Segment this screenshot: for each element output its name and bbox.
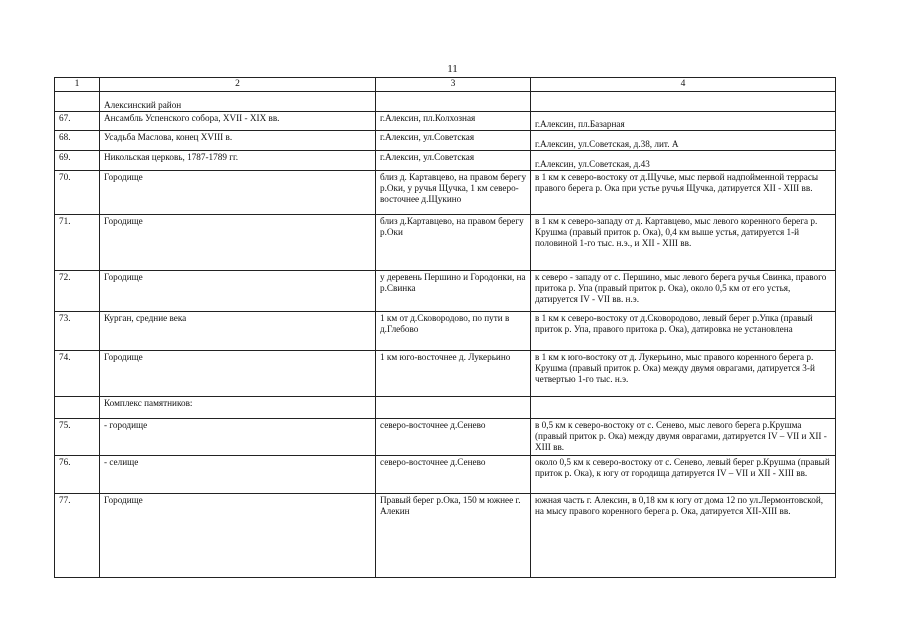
monument-description: к северо - западу от с. Першино, мыс левого берега ручья Свинка, правого притока р. Упа (правый приток р. Ока), около 0,5 км от его устья, датируется IV - VII вв. н.э. xyxy=(531,271,836,312)
page-number: 11 xyxy=(447,63,458,75)
table-row xyxy=(55,419,836,456)
complex-title: Комплекс памятников: xyxy=(100,397,376,419)
row-number: 71. xyxy=(55,215,100,271)
table-row xyxy=(55,151,836,171)
monument-location: г.Алексин, пл.Колхозная xyxy=(376,112,531,131)
table-row xyxy=(55,312,836,351)
table-row xyxy=(55,494,836,578)
row-number: 67. xyxy=(55,112,100,131)
monument-name: Городище xyxy=(100,171,376,215)
row-number: 68. xyxy=(55,131,100,151)
table-row xyxy=(55,112,836,131)
table-row xyxy=(55,456,836,494)
monument-name: Усадьба Маслова, конец XVIII в. xyxy=(100,131,376,151)
row-number: 75. xyxy=(55,419,100,456)
monument-location: 1 км юго-восточнее д. Лукерьино xyxy=(376,351,531,397)
row-number: 76. xyxy=(55,456,100,494)
monument-location: близ д. Картавцево, на правом берегу р.Оки, у ручья Щучка, 1 км северо-восточнее д.Щукино xyxy=(376,171,531,215)
monument-location: г.Алексин, ул.Советская xyxy=(376,151,531,171)
section-title: Алексинский район xyxy=(100,92,376,112)
row-number: 74. xyxy=(55,351,100,397)
monument-description: г.Алексин, ул.Советская, д.38, лит. А xyxy=(531,131,836,151)
monument-name: Никольская церковь, 1787-1789 гг. xyxy=(100,151,376,171)
monument-location: г.Алексин, ул.Советская xyxy=(376,131,531,151)
monument-description: г.Алексин, пл.Базарная xyxy=(531,112,836,131)
monument-location: северо-восточнее д.Сенево xyxy=(376,419,531,456)
section-row xyxy=(55,92,836,112)
monument-location: 1 км от д.Сковородово, по пути в д.Глебово xyxy=(376,312,531,351)
col-header: 2 xyxy=(100,78,376,92)
section-row xyxy=(55,397,836,419)
monument-description: около 0,5 км к северо-востоку от с. Сенево, левый берег р.Крушма (правый приток р. Ока), к югу от городища датируется IV – VII и XII - XIII вв. xyxy=(531,456,836,494)
monument-name: Городище xyxy=(100,351,376,397)
table-row xyxy=(55,131,836,151)
monument-name: Городище xyxy=(100,271,376,312)
monument-location: Правый берег р.Ока, 150 м южнее г. Алекин xyxy=(376,494,531,578)
monument-description: в 1 км к северо-западу от д. Картавцево, мыс левого коренного берега р. Крушма (правый приток р. Ока), 0,4 км выше устья, датируется 1-й половиной 1-го тыс. н.э., и XII - XIII вв. xyxy=(531,215,836,271)
col-header: 1 xyxy=(55,78,100,92)
monument-location: северо-восточнее д.Сенево xyxy=(376,456,531,494)
monument-name: Курган, средние века xyxy=(100,312,376,351)
header-row xyxy=(55,78,836,92)
row-number: 72. xyxy=(55,271,100,312)
monument-description: в 0,5 км к северо-востоку от с. Сенево, мыс левого берега р.Крушма (правый приток р. Ока) между двумя оврагами, датируется IV – VII и XII - XIII вв. xyxy=(531,419,836,456)
monument-name: Ансамбль Успенского собора, XVII - XIX вв. xyxy=(100,112,376,131)
col-header: 3 xyxy=(376,78,531,92)
table-row xyxy=(55,351,836,397)
monument-name: - городище xyxy=(100,419,376,456)
monument-name: Городище xyxy=(100,494,376,578)
col-header: 4 xyxy=(531,78,836,92)
row-number: 73. xyxy=(55,312,100,351)
monument-description: г.Алексин, ул.Советская, д.43 xyxy=(531,151,836,171)
monument-name: - селище xyxy=(100,456,376,494)
monument-description: в 1 км к юго-востоку от д. Лукерьино, мыс правого коренного берега р. Крушма (правый приток р. Ока) между двумя оврагами, датируется 3-й четвертью 1-го тыс. н.э. xyxy=(531,351,836,397)
monument-description: южная часть г. Алексин, в 0,18 км к югу от дома 12 по ул.Лермонтовской, на мысу правого коренного берега р. Ока, датируется XII-XIII вв. xyxy=(531,494,836,578)
table-row xyxy=(55,271,836,312)
monument-description: в 1 км к северо-востоку от д.Сковородово, левый берег р.Упка (правый приток р. Упа, правого притока р. Ока), датировка не установлена xyxy=(531,312,836,351)
row-number: 69. xyxy=(55,151,100,171)
monuments-table xyxy=(54,77,836,578)
table-row xyxy=(55,215,836,271)
monument-description: в 1 км к северо-востоку от д.Щучье, мыс первой надпойменной террасы правого берега р. Ока при устье ручья Щучка, датируется XII - XIII вв. xyxy=(531,171,836,215)
row-number: 77. xyxy=(55,494,100,578)
monument-location: близ д.Картавцево, на правом берегу р.Оки xyxy=(376,215,531,271)
table-row xyxy=(55,171,836,215)
monument-location: у деревень Першино и Городонки, на р.Свинка xyxy=(376,271,531,312)
monument-name: Городище xyxy=(100,215,376,271)
row-number: 70. xyxy=(55,171,100,215)
